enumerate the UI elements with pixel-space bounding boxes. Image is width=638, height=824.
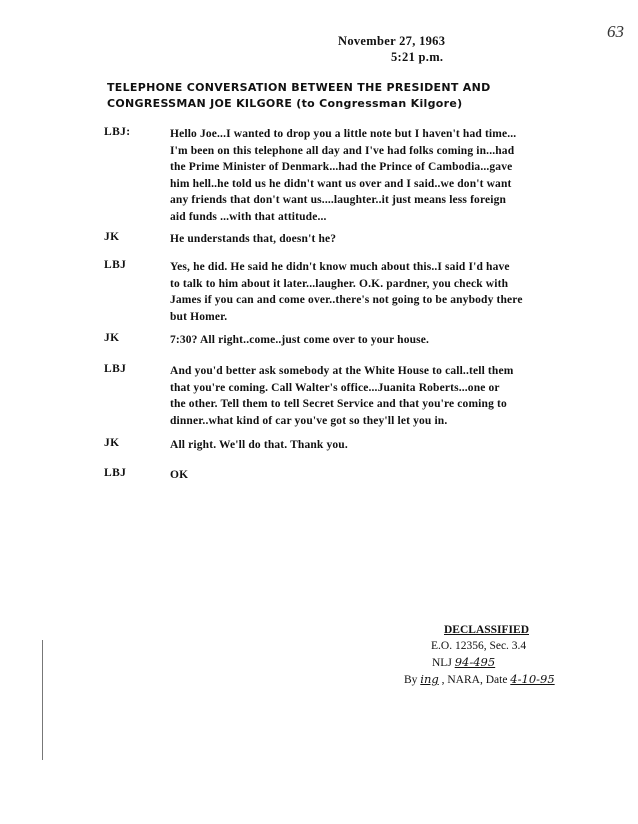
reviewer-initials: ing xyxy=(420,672,439,686)
title-line-2: CONGRESSMAN JOE KILGORE (to Congressman Kilgore) xyxy=(107,97,463,110)
nlj-label: NLJ xyxy=(432,657,452,669)
declassified-heading: DECLASSIFIED xyxy=(444,624,529,636)
memo-date: November 27, 1963 xyxy=(338,34,446,48)
speaker-label: JK xyxy=(104,437,120,449)
speaker-label: JK xyxy=(104,231,120,243)
title-line-1: TELEPHONE CONVERSATION BETWEEN THE PRESIDENT AND xyxy=(107,81,491,94)
speaker-label: LBJ xyxy=(104,467,127,479)
speech-text: Yes, he did. He said he didn't know much about this..I said I'd have to talk to him about it later...laugher. O.K. pardner, you check with James if you can and come over..there's not going to be anybody there but Homer. xyxy=(170,261,523,323)
speaker-label: JK xyxy=(104,332,120,344)
declassification-stamp xyxy=(400,622,620,688)
speech-text: He understands that, doesn't he? xyxy=(170,233,337,245)
conversation-title xyxy=(107,80,547,112)
speech-text: 7:30? All right..come..just come over to your house. xyxy=(170,334,430,346)
handwritten-page-number: 63 xyxy=(607,22,624,41)
speech-text: Hello Joe...I wanted to drop you a little note but I haven't had time... I'm been on this telephone all day and I've had folks coming in...had the Prime Minister of Denmark...had the Prince of Cambodia...gave him hell..he told us he didn't want us over and I said..we don't want any friends that don't want us....laughter..it just means less foreign aid funds ...with that attitude... xyxy=(170,128,517,223)
margin-scan-line xyxy=(42,640,43,760)
nlj-number: 94-495 xyxy=(454,655,496,669)
speech-text: And you'd better ask somebody at the White House to call..tell them that you're coming. Call Walter's office...Juanita Roberts...one or the other. Tell them to tell Secret Service and that you're coming to dinner..what kind of car you've got so they'll let you in. xyxy=(170,365,514,427)
speaker-label: LBJ: xyxy=(104,126,131,138)
speaker-label: LBJ xyxy=(104,363,127,375)
declassification-date: 4-10-95 xyxy=(510,672,555,686)
speaker-label: LBJ xyxy=(104,259,127,271)
speech-text: OK xyxy=(170,469,189,481)
by-label: By xyxy=(404,674,418,686)
memo-time: 5:21 p.m. xyxy=(391,50,444,64)
nlj-line xyxy=(432,654,620,671)
nara-date-label: , NARA, Date xyxy=(441,674,508,686)
speech-text: All right. We'll do that. Thank you. xyxy=(170,439,348,451)
reviewer-line xyxy=(404,671,620,688)
executive-order-line: E.O. 12356, Sec. 3.4 xyxy=(431,640,527,652)
